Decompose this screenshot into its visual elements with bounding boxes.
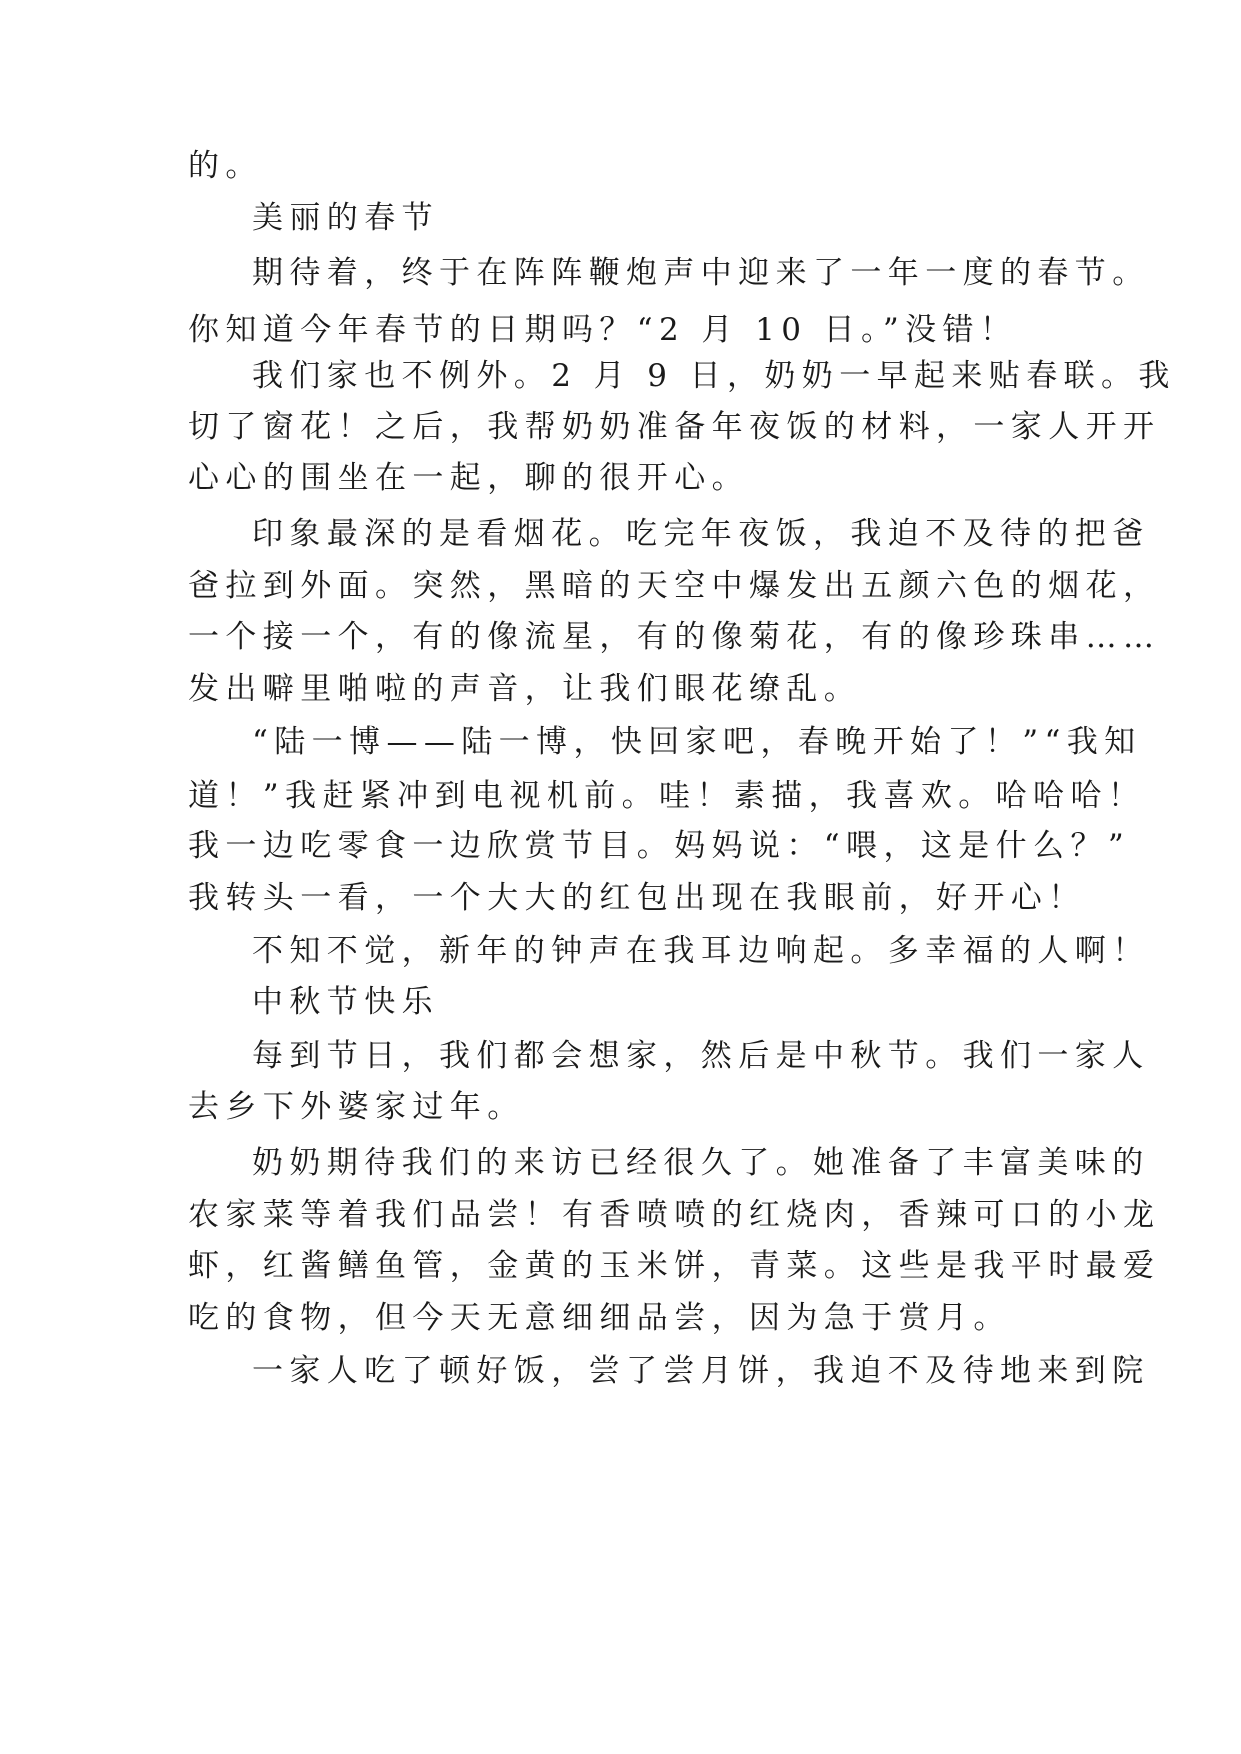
text-line: 去乡下外婆家过年。	[188, 1089, 525, 1125]
text-line: 一家人吃了顿好饭，尝了尝月饼，我迫不及待地来到院	[252, 1353, 1150, 1389]
text-line: 爸拉到外面。突然，黑暗的天空中爆发出五颜六色的烟花，	[188, 568, 1161, 604]
section-title: 中秋节快乐	[252, 984, 439, 1020]
text-line: 不知不觉，新年的钟声在我耳边响起。多幸福的人啊！	[252, 933, 1150, 969]
text-line: 我转头一看，一个大大的红包出现在我眼前，好开心！	[188, 880, 1086, 916]
text-line: 你知道今年春节的日期吗？“2 月 10 日。”没错！	[188, 312, 1018, 348]
text-line: 吃的食物，但今天无意细细品尝，因为急于赏月。	[188, 1300, 1011, 1336]
text-line: 农家菜等着我们品尝！有香喷喷的红烧肉，香辣可口的小龙	[188, 1197, 1161, 1233]
text-line: 我们家也不例外。2 月 9 日，奶奶一早起来贴春联。我	[252, 358, 1176, 394]
text-line: 切了窗花！之后，我帮奶奶准备年夜饭的材料，一家人开开	[188, 409, 1161, 445]
text-line: 道！”我赶紧冲到电视机前。哇！素描，我喜欢。哈哈哈！	[188, 778, 1146, 814]
text-line: 期待着，终于在阵阵鞭炮声中迎来了一年一度的春节。	[252, 255, 1150, 291]
text-line: 的。	[188, 148, 263, 184]
text-line: 一个接一个，有的像流星，有的像菊花，有的像珍珠串……	[188, 619, 1161, 655]
text-line: 我一边吃零食一边欣赏节目。妈妈说：“喂，这是什么？”	[188, 828, 1131, 864]
text-line: 心心的围坐在一起，聊的很开心。	[188, 460, 749, 496]
text-line: 虾，红酱鳝鱼管，金黄的玉米饼，青菜。这些是我平时最爱	[188, 1248, 1161, 1284]
text-line: 发出噼里啪啦的声音，让我们眼花缭乱。	[188, 671, 862, 707]
text-line: 奶奶期待我们的来访已经很久了。她准备了丰富美味的	[252, 1145, 1150, 1181]
text-line: 每到节日，我们都会想家，然后是中秋节。我们一家人	[252, 1038, 1150, 1074]
section-title: 美丽的春节	[252, 200, 439, 236]
text-line: 印象最深的是看烟花。吃完年夜饭，我迫不及待的把爸	[252, 516, 1150, 552]
text-line: “陆一博——陆一博，快回家吧，春晚开始了！”“我知	[252, 724, 1142, 760]
